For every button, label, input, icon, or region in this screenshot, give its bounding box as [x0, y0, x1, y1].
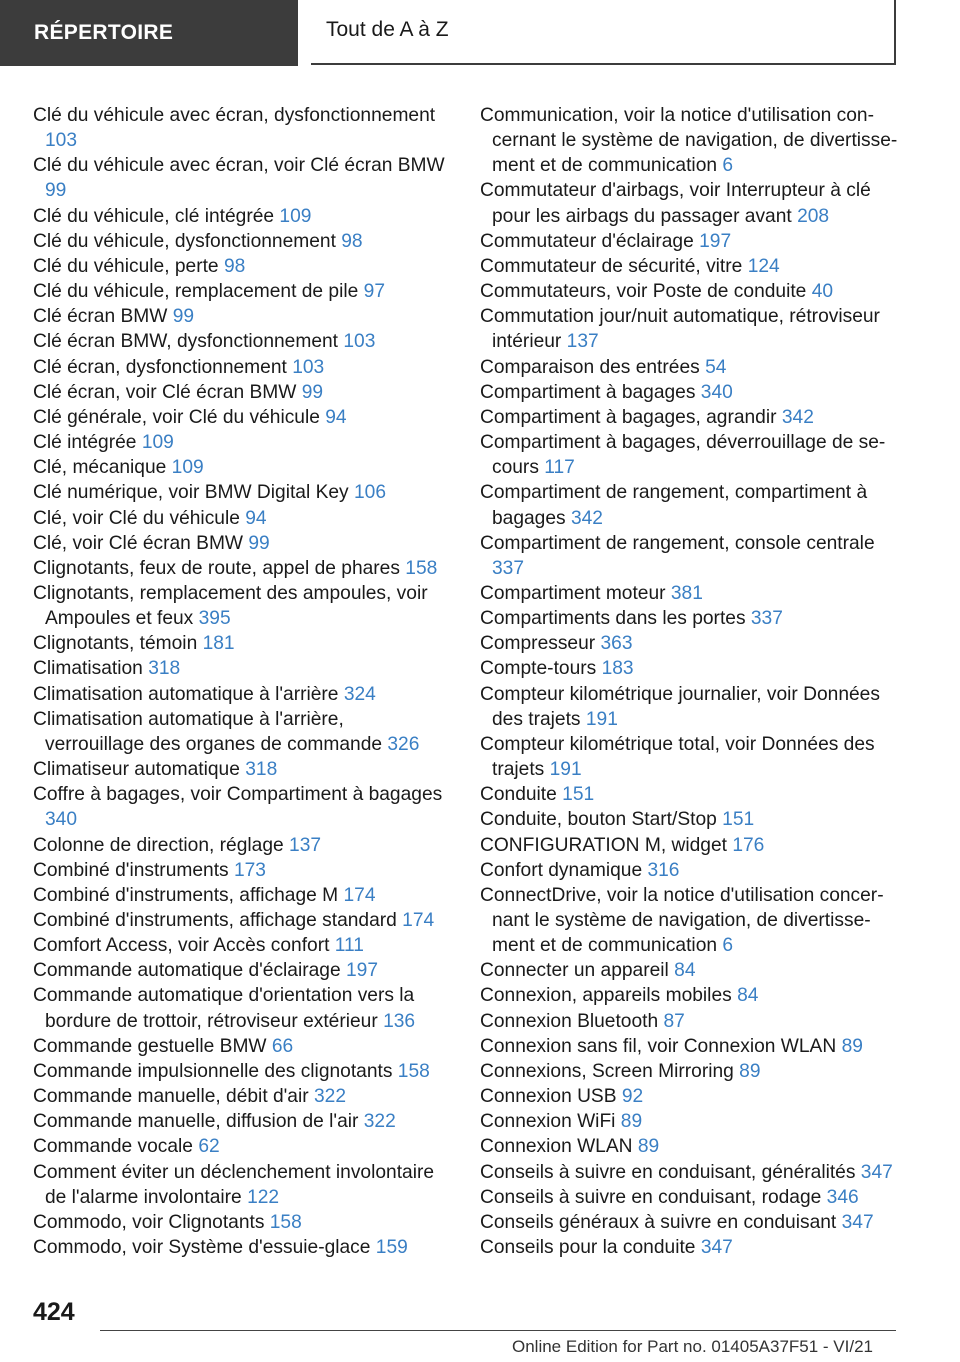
index-entry-text: Clignotants, témoin [33, 633, 198, 655]
index-entry-text: Clé du véhicule, dysfonctionnement [33, 230, 336, 252]
index-entry [33, 1059, 445, 1084]
index-entry [33, 682, 445, 707]
page-reference-link[interactable]: 99 [45, 180, 67, 202]
index-entry-text: Connexion WiFi [480, 1111, 616, 1133]
index-column-left [33, 103, 445, 1260]
index-entry [33, 1034, 445, 1059]
page-reference-link[interactable]: 109 [279, 205, 312, 227]
index-entry [480, 883, 898, 958]
page-reference-link[interactable]: 92 [621, 1086, 644, 1108]
page-reference-link[interactable]: 337 [750, 608, 783, 630]
page-reference-link[interactable]: 340 [45, 809, 78, 831]
index-entry-text: Combiné d'instruments, affichage M [33, 884, 339, 906]
index-entry [480, 1160, 898, 1185]
index-entry-text: Clé, mécanique [33, 457, 167, 479]
page-reference-link[interactable]: 318 [245, 759, 278, 781]
page-reference-link[interactable]: 98 [223, 255, 246, 277]
index-entry [480, 178, 898, 228]
index-entry-text: Clé, voir Clé du véhicule [33, 507, 240, 529]
index-entry-text: Clé du véhicule avec écran, voir Clé écran BMW [33, 155, 445, 177]
page-reference-link[interactable]: 62 [198, 1136, 220, 1158]
index-entry-text: Compteur kilométrique journalier, voir Données des trajets [480, 683, 880, 730]
page-reference-link[interactable]: 176 [732, 834, 765, 856]
index-entry [33, 506, 445, 531]
page-reference-link[interactable]: 337 [492, 557, 525, 579]
index-entry [33, 254, 445, 279]
page-reference-link[interactable]: 122 [247, 1186, 280, 1208]
index-entry-text: Commande impulsionnelle des clignotants [33, 1060, 393, 1082]
index-entry [33, 883, 445, 908]
page-reference-link[interactable]: 124 [747, 255, 780, 277]
index-entry [33, 958, 445, 983]
index-entry-text: Climatisation automatique à l'arrière [33, 683, 339, 705]
page-reference-link[interactable]: 87 [663, 1010, 685, 1032]
index-entry-text: Clé écran, voir Clé écran BMW [33, 381, 297, 403]
page-reference-link[interactable]: 103 [343, 331, 376, 353]
index-entry-text: Commande gestuelle BMW [33, 1035, 267, 1057]
index-entry [33, 1160, 445, 1210]
page-reference-link[interactable]: 326 [387, 733, 420, 755]
index-entry-text: Compte-tours [480, 658, 597, 680]
page-reference-link[interactable]: 99 [248, 532, 270, 554]
index-entry-text: Compartiment moteur [480, 582, 666, 604]
index-entry [480, 229, 898, 254]
index-entry-text: CONFIGURATION M, widget [480, 834, 727, 856]
index-entry [33, 153, 445, 203]
page-reference-link[interactable]: 66 [271, 1035, 294, 1057]
footer-edition-text: Online Edition for Part no. 01405A37F51 - VI/21 [512, 1337, 874, 1356]
index-entry-text: Coffre à bagages, voir Compartiment à bagages [33, 784, 443, 806]
page-reference-link[interactable]: 89 [739, 1060, 761, 1082]
page-reference-link[interactable]: 342 [781, 406, 814, 428]
index-entry [480, 1185, 898, 1210]
page-reference-link[interactable]: 318 [148, 658, 181, 680]
index-entry [33, 103, 445, 153]
page-reference-link[interactable]: 173 [233, 859, 266, 881]
index-entry [33, 707, 445, 757]
index-entry [33, 933, 445, 958]
page-reference-link[interactable]: 151 [562, 784, 595, 806]
index-entry [480, 480, 898, 530]
page-reference-link[interactable]: 89 [620, 1111, 643, 1133]
index-entry-text: Conseils généraux à suivre en conduisant [480, 1211, 837, 1233]
index-entry [33, 656, 445, 681]
page-reference-link[interactable]: 109 [171, 457, 204, 479]
index-entry-text: Clé numérique, voir BMW Digital Key [33, 482, 349, 504]
index-entry-text: Commodo, voir Clignotants [33, 1211, 265, 1233]
page-reference-link[interactable]: 103 [292, 356, 325, 378]
index-entry [480, 355, 898, 380]
index-entry [33, 480, 445, 505]
index-entry-text: Comment éviter un déclenchement involontaire de l'alarme involontaire [33, 1161, 435, 1208]
index-entry-text: Conseils pour la conduite [480, 1237, 696, 1259]
page-reference-link[interactable]: 347 [700, 1237, 733, 1259]
index-entry [33, 833, 445, 858]
index-entry-text: Climatiseur automatique [33, 759, 240, 781]
page-reference-link[interactable]: 84 [737, 985, 759, 1007]
page-reference-link[interactable]: 208 [797, 205, 830, 227]
index-entry-text: Commutateur d'éclairage [480, 230, 694, 252]
index-entry-text: Compartiment à bagages, déverrouillage de secours [480, 432, 886, 479]
index-entry [33, 304, 445, 329]
index-entry [480, 531, 898, 581]
index-entry-text: Conduite [480, 784, 557, 806]
page-reference-link[interactable]: 94 [245, 507, 267, 529]
index-entry-text: Clé du véhicule, remplacement de pile [33, 281, 359, 303]
index-entry [33, 782, 445, 832]
index-entry-text: Clé du véhicule, perte [33, 255, 219, 277]
section-title: RÉPERTOIRE [0, 0, 298, 66]
index-entry [480, 606, 898, 631]
index-entry-text: Commande vocale [33, 1136, 193, 1158]
index-entry [33, 229, 445, 254]
index-entry-text: Clé écran BMW, dysfonctionnement [33, 331, 339, 353]
page-reference-link[interactable]: 54 [705, 356, 727, 378]
index-entry-text: Compartiment de rangement, compartiment à bagages [480, 482, 868, 529]
page-reference-link[interactable]: 342 [570, 507, 603, 529]
page-header [0, 0, 960, 66]
page-reference-link[interactable]: 197 [699, 230, 732, 252]
index-entry-text: Clé intégrée [33, 432, 137, 454]
page-reference-link[interactable]: 159 [375, 1237, 408, 1259]
page-reference-link[interactable]: 99 [172, 306, 195, 328]
page-reference-link[interactable]: 316 [647, 859, 680, 881]
index-entry-text: Clé du véhicule, clé intégrée [33, 205, 275, 227]
page-reference-link[interactable]: 89 [637, 1136, 660, 1158]
index-entry-text: Clé générale, voir Clé du véhicule [33, 406, 320, 428]
index-entry [33, 581, 445, 631]
page-reference-link[interactable]: 117 [544, 457, 575, 479]
index-entry [33, 631, 445, 656]
page-reference-link[interactable]: 158 [405, 557, 438, 579]
index-entry-text: Commutation jour/nuit automatique, rétroviseur intérieur [480, 306, 880, 353]
index-entry [33, 531, 445, 556]
index-entry-text: Connecter un appareil [480, 960, 669, 982]
index-entry-text: ConnectDrive, voir la notice d'utilisation concernant le système de navigation, de divertissement et de communication [480, 884, 884, 957]
index-entry [33, 430, 445, 455]
page-reference-link[interactable]: 103 [45, 130, 78, 152]
page-reference-link[interactable]: 158 [269, 1211, 302, 1233]
index-entry-text: Compartiment à bagages [480, 381, 696, 403]
index-entry [33, 757, 445, 782]
page-reference-link[interactable]: 137 [289, 834, 322, 856]
page-reference-link[interactable]: 363 [600, 633, 633, 655]
index-entry [480, 1134, 898, 1159]
index-entry-text: Clé écran, dysfonctionnement [33, 356, 287, 378]
index-entry [33, 908, 445, 933]
index-entry [33, 1134, 445, 1159]
subsection-title: Tout de A à Z [311, 0, 896, 65]
index-entry [480, 380, 898, 405]
index-entry-text: Connexion, appareils mobiles [480, 985, 732, 1007]
index-entry [480, 1059, 898, 1084]
index-entry [480, 858, 898, 883]
index-entry [480, 656, 898, 681]
index-entry-text: Conseils à suivre en conduisant, rodage [480, 1186, 822, 1208]
index-entry-text: Clignotants, feux de route, appel de phares [33, 557, 400, 579]
index-entry-text: Climatisation [33, 658, 143, 680]
index-entry-text: Compteur kilométrique total, voir Données des trajets [480, 733, 875, 781]
page-reference-link[interactable]: 94 [325, 406, 347, 428]
index-entry-text: Connexion Bluetooth [480, 1010, 659, 1032]
index-entry [33, 204, 445, 229]
page-reference-link[interactable]: 6 [722, 935, 734, 957]
index-entry [480, 1235, 898, 1260]
index-entry [33, 1084, 445, 1109]
index-entry [480, 279, 898, 304]
page-reference-link[interactable]: 181 [202, 633, 235, 655]
page-reference-link[interactable]: 137 [566, 331, 599, 353]
index-entry-text: Communication, voir la notice d'utilisation concernant le système de navigation, de divertissement et de communication [480, 105, 898, 177]
index-entry [33, 380, 445, 405]
index-entry [480, 103, 898, 178]
page-reference-link[interactable]: 84 [674, 960, 696, 982]
index-entry [480, 430, 898, 480]
page-reference-link[interactable]: 191 [549, 759, 582, 781]
index-entry-text: Commutateur de sécurité, vitre [480, 255, 743, 277]
index-entry-text: Compartiment de rangement, console centrale [480, 532, 875, 554]
index-entry-text: Clé écran BMW [33, 306, 168, 328]
index-entry-text: Colonne de direction, réglage [33, 834, 284, 856]
page-reference-link[interactable]: 151 [722, 809, 755, 831]
index-entry [480, 983, 898, 1008]
page-reference-link[interactable]: 197 [346, 960, 379, 982]
page-number: 424 [33, 1298, 75, 1326]
index-entry-text: Commande automatique d'orientation vers la bordure de trottoir, rétroviseur extérieur [33, 985, 415, 1032]
index-entry-text: Climatisation automatique à l'arrière, verrouillage des organes de commande [33, 708, 383, 755]
page-reference-link[interactable]: 191 [585, 708, 618, 730]
index-entry-text: Compartiment à bagages, agrandir [480, 406, 777, 428]
index-entry-text: Commutateur d'airbags, voir Interrupteur à clé pour les airbags du passager avant [480, 180, 871, 227]
page-reference-link[interactable]: 98 [341, 230, 363, 252]
page-reference-link[interactable]: 324 [343, 683, 376, 705]
page-reference-link[interactable]: 322 [313, 1086, 346, 1108]
index-entry-text: Connexion USB [480, 1086, 617, 1108]
index-entry-text: Combiné d'instruments [33, 859, 229, 881]
page-reference-link[interactable]: 174 [343, 884, 376, 906]
index-entry [33, 1210, 445, 1235]
index-entry [480, 682, 898, 732]
index-entry [33, 983, 445, 1033]
index-entry [480, 1009, 898, 1034]
index-entry [480, 1034, 898, 1059]
page-reference-link[interactable]: 40 [811, 281, 834, 303]
index-entry-text: Connexions, Screen Mirroring [480, 1060, 734, 1082]
index-entry [480, 581, 898, 606]
index-entry-text: Commande manuelle, débit d'air [33, 1086, 309, 1108]
index-entry-text: Commande manuelle, diffusion de l'air [33, 1111, 359, 1133]
page-reference-link[interactable]: 99 [301, 381, 324, 403]
index-entry [480, 1210, 898, 1235]
page-reference-link[interactable]: 322 [363, 1111, 396, 1133]
index-entry [33, 279, 445, 304]
index-entry [33, 405, 445, 430]
page-reference-link[interactable]: 340 [700, 381, 733, 403]
page-reference-link[interactable]: 347 [860, 1161, 893, 1183]
page-reference-link[interactable]: 183 [601, 658, 634, 680]
index-entry [33, 455, 445, 480]
page-reference-link[interactable]: 109 [141, 432, 174, 454]
page-reference-link[interactable]: 174 [402, 910, 435, 931]
index-entry [480, 1084, 898, 1109]
index-entry [480, 833, 898, 858]
page-reference-link[interactable]: 106 [353, 482, 386, 504]
index-entry-text: Clé, voir Clé écran BMW [33, 532, 244, 554]
index-entry-text: Connexion sans fil, voir Connexion WLAN [480, 1035, 837, 1057]
index-entry [33, 858, 445, 883]
page-reference-link[interactable]: 381 [670, 582, 703, 604]
index-entry [480, 1109, 898, 1134]
index-entry-text: Connexion WLAN [480, 1136, 633, 1158]
index-entry-text: Clignotants, remplacement des ampoules, voir Ampoules et feux [33, 582, 428, 630]
index-entry [33, 556, 445, 581]
page-reference-link[interactable]: 89 [841, 1035, 863, 1057]
index-entry [480, 304, 898, 354]
index-entry [480, 631, 898, 656]
index-entry [480, 405, 898, 430]
index-entry-text: Comparaison des entrées [480, 356, 700, 378]
page-reference-link[interactable]: 395 [198, 608, 231, 630]
index-entry-text: Conseils à suivre en conduisant, généralités [480, 1161, 856, 1183]
index-entry-text: Compartiments dans les portes [480, 608, 746, 630]
footer-divider [100, 1330, 896, 1331]
index-entry [33, 1109, 445, 1134]
page-reference-link[interactable]: 136 [383, 1010, 416, 1032]
index-entry-text: Conduite, bouton Start/Stop [480, 809, 717, 831]
index-column-right [480, 103, 898, 1260]
index-entry-text: Compresseur [480, 633, 596, 655]
index-entry [33, 329, 445, 354]
page-reference-link[interactable]: 346 [826, 1186, 859, 1208]
page-reference-link[interactable]: 111 [334, 935, 364, 957]
index-entry-text: Combiné d'instruments, affichage standard [33, 910, 397, 931]
index-entry [480, 732, 898, 782]
index-entry [480, 807, 898, 832]
index-entry [480, 254, 898, 279]
index-entry-text: Clé du véhicule avec écran, dysfonctionnement [33, 105, 436, 126]
index-entry [480, 958, 898, 983]
index-entry [33, 1235, 445, 1260]
index-entry-text: Confort dynamique [480, 859, 643, 881]
index-entry-text: Comfort Access, voir Accès confort [33, 935, 330, 957]
index-entry [480, 782, 898, 807]
index-entry-text: Commutateurs, voir Poste de conduite [480, 281, 807, 303]
index-entry-text: Commande automatique d'éclairage [33, 960, 341, 982]
page-reference-link[interactable]: 347 [841, 1211, 874, 1233]
index-entry-text: Commodo, voir Système d'essuie-glace [33, 1237, 371, 1259]
page-reference-link[interactable]: 6 [722, 155, 734, 177]
index-entry [33, 355, 445, 380]
page-reference-link[interactable]: 158 [397, 1060, 430, 1082]
page-reference-link[interactable]: 97 [363, 281, 385, 303]
